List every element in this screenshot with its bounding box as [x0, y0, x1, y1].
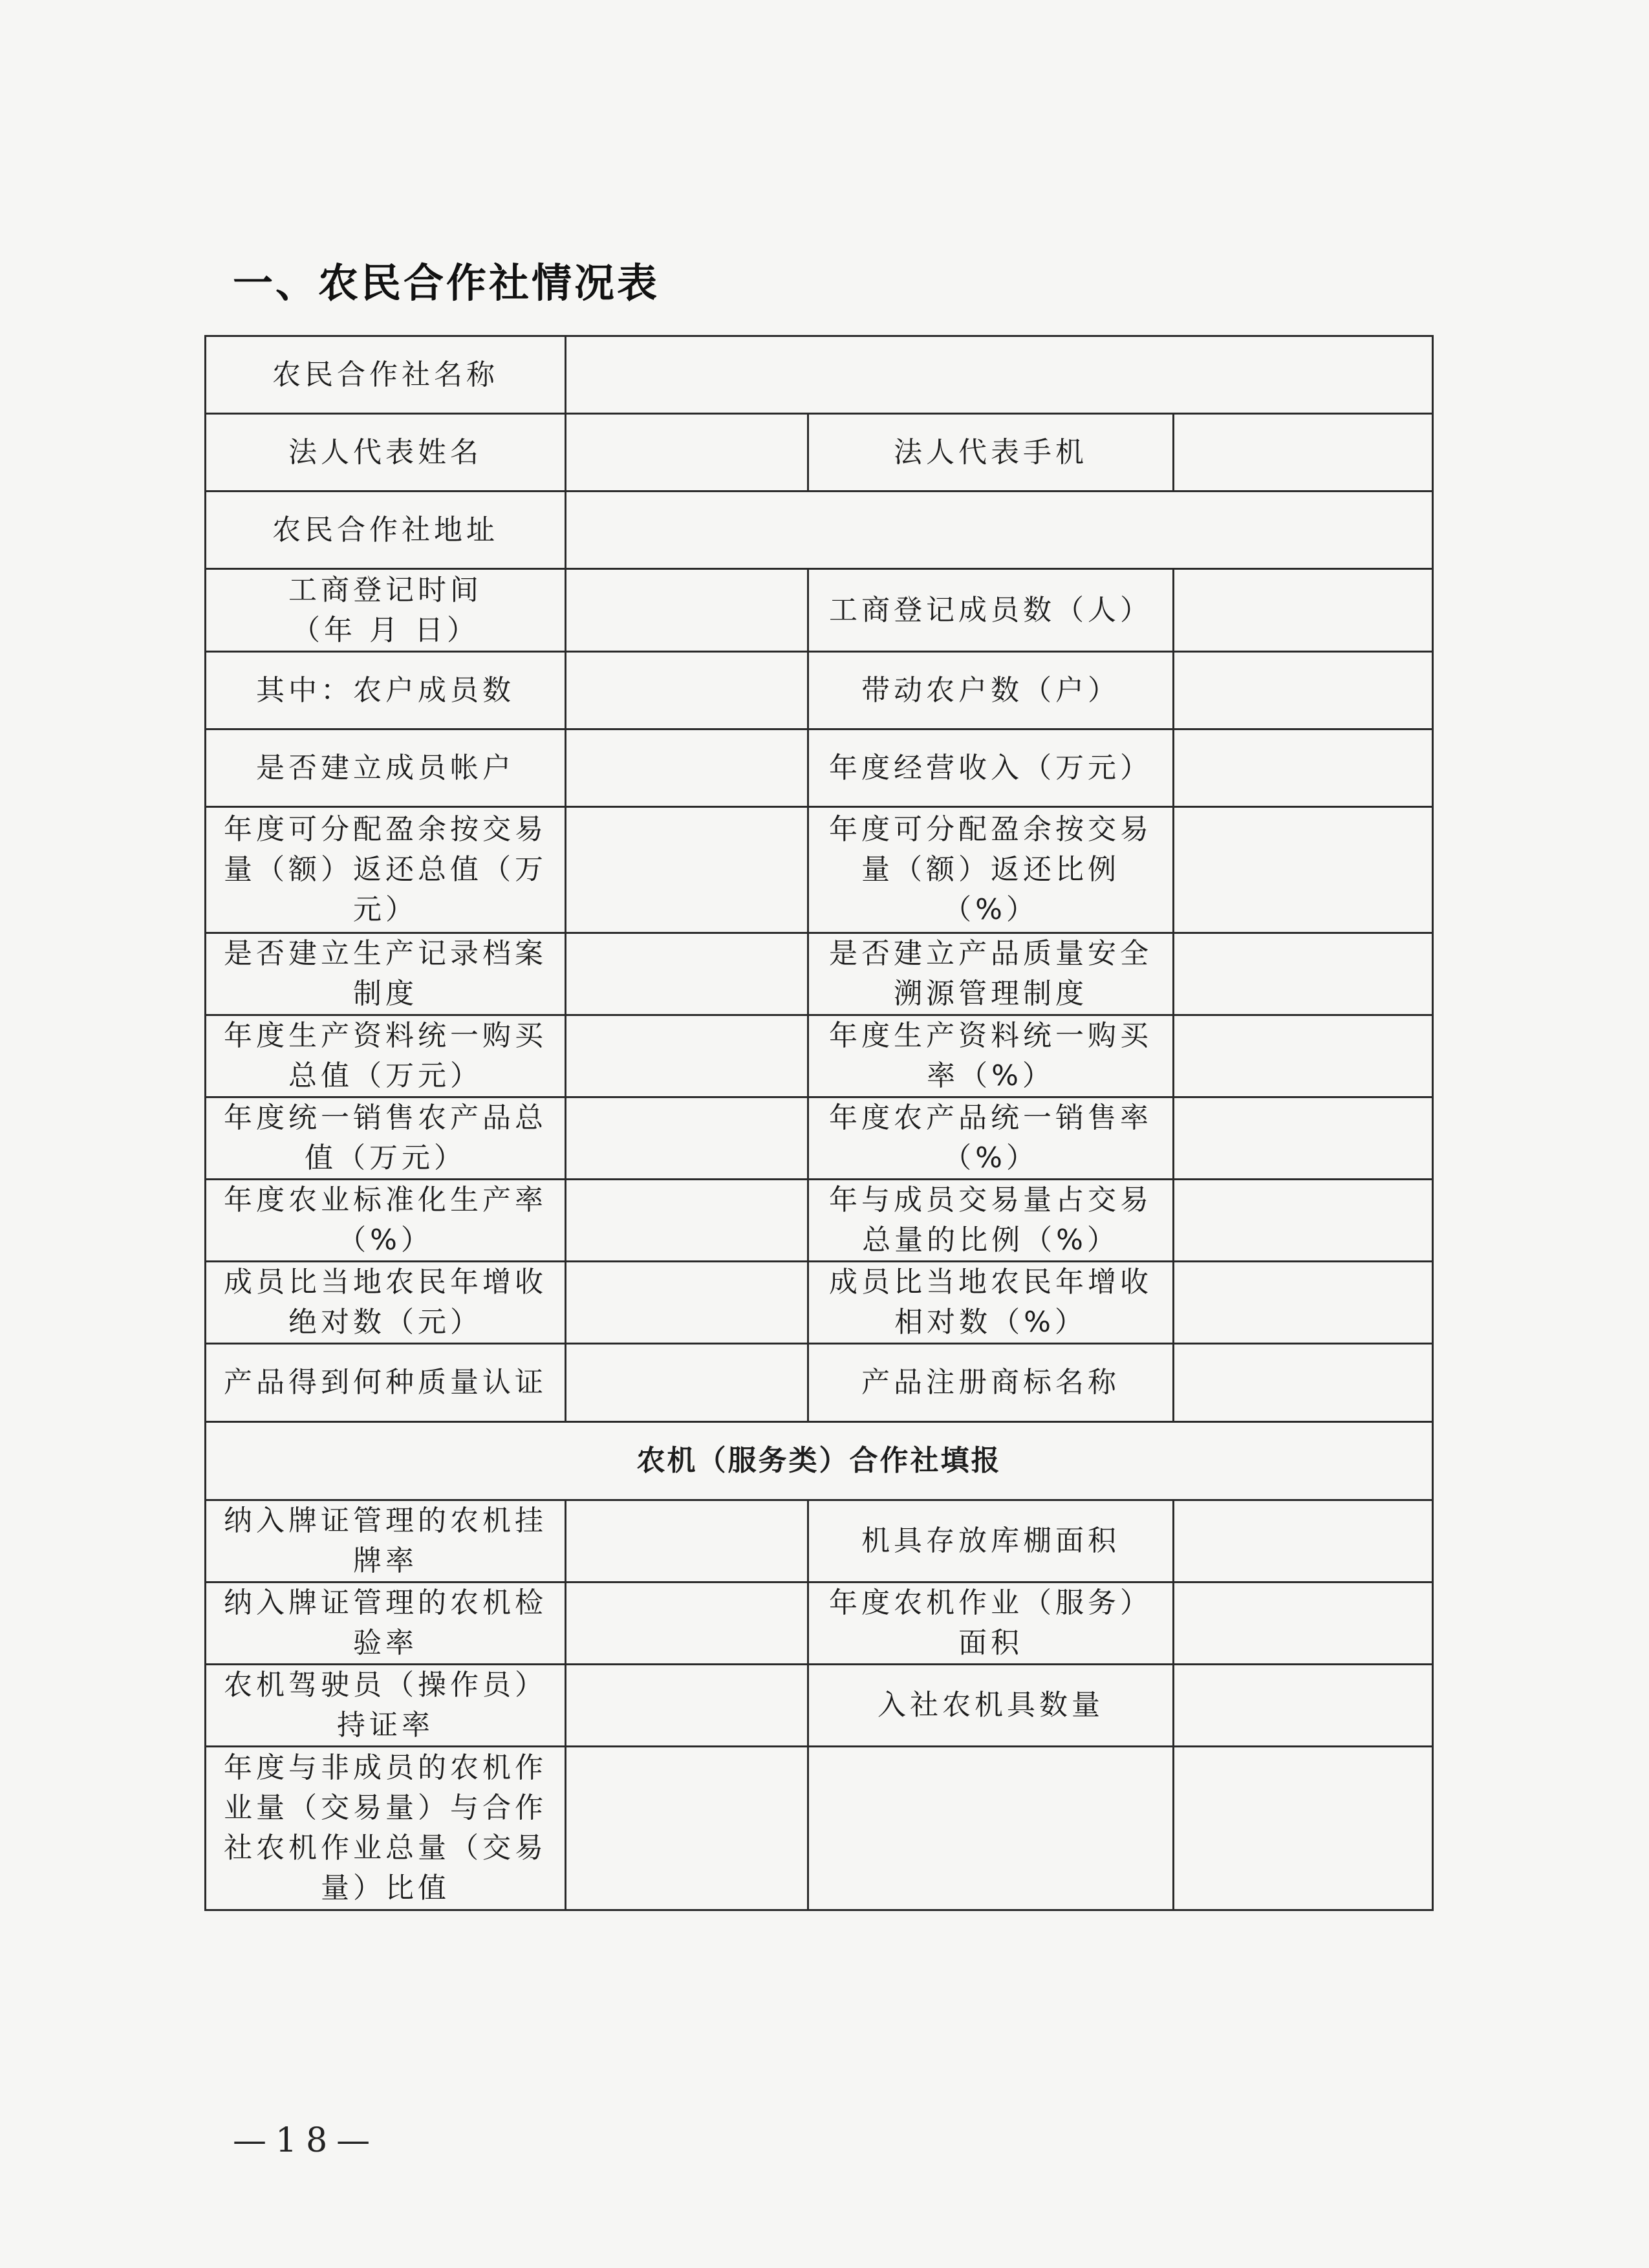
label-machinery-inspection-rate: 纳入牌证管理的农机检验率	[206, 1582, 566, 1665]
value-surplus-return-ratio[interactable]	[1174, 807, 1433, 933]
value-registration-date[interactable]	[566, 569, 808, 652]
value-production-records[interactable]	[566, 933, 808, 1015]
label-trademark-name: 产品注册商标名称	[808, 1344, 1174, 1422]
label-unified-sales-rate: 年度农产品统一销售率（%）	[808, 1097, 1174, 1180]
label-quality-traceability: 是否建立产品质量安全溯源管理制度	[808, 933, 1174, 1015]
value-machinery-count[interactable]	[1174, 1665, 1433, 1747]
section-heading-machinery: 农机（服务类）合作社填报	[206, 1422, 1433, 1500]
value-income-increase-absolute[interactable]	[566, 1262, 808, 1344]
label-production-records: 是否建立生产记录档案制度	[206, 933, 566, 1015]
value-annual-revenue[interactable]	[1174, 729, 1433, 807]
table-row	[206, 1262, 1433, 1344]
table-row	[206, 1180, 1433, 1262]
value-unified-sales-rate[interactable]	[1174, 1097, 1433, 1180]
label-cooperative-name: 农民合作社名称	[206, 336, 566, 414]
value-registered-members[interactable]	[1174, 569, 1433, 652]
table-row	[206, 1747, 1433, 1910]
label-cooperative-address: 农民合作社地址	[206, 491, 566, 569]
label-legal-rep-phone: 法人代表手机	[808, 414, 1174, 491]
table-row	[206, 933, 1433, 1015]
label-registered-members: 工商登记成员数（人）	[808, 569, 1174, 652]
label-driven-households: 带动农户数（户）	[808, 652, 1174, 729]
table-row	[206, 336, 1433, 414]
label-member-accounts: 是否建立成员帐户	[206, 729, 566, 807]
label-service-area: 年度农机作业（服务）面积	[808, 1582, 1174, 1665]
cooperative-info-table	[204, 335, 1434, 1911]
value-legal-rep-phone[interactable]	[1174, 414, 1433, 491]
table-row	[206, 807, 1433, 933]
label-income-increase-absolute: 成员比当地农民年增收绝对数（元）	[206, 1262, 566, 1344]
value-driven-households[interactable]	[1174, 652, 1433, 729]
label-standardized-production-rate: 年度农业标准化生产率（%）	[206, 1180, 566, 1262]
value-income-increase-relative[interactable]	[1174, 1262, 1433, 1344]
value-standardized-production-rate[interactable]	[566, 1180, 808, 1262]
label-surplus-return-ratio: 年度可分配盈余按交易量（额）返还比例（%）	[808, 807, 1174, 933]
value-legal-rep-name[interactable]	[566, 414, 808, 491]
page-title: 一、农民合作社情况表	[233, 259, 660, 307]
label-machinery-count: 入社农机具数量	[808, 1665, 1174, 1747]
value-unified-purchase-total[interactable]	[566, 1015, 808, 1097]
table-row	[206, 1422, 1433, 1500]
table-row	[206, 729, 1433, 807]
table-row	[206, 1582, 1433, 1665]
label-operator-license-rate: 农机驾驶员（操作员）持证率	[206, 1665, 566, 1747]
page-number: —18—	[233, 2121, 380, 2160]
value-surplus-return-total[interactable]	[566, 807, 808, 933]
value-unified-sales-total[interactable]	[566, 1097, 808, 1180]
table-row	[206, 1665, 1433, 1747]
label-farmer-members: 其中：农户成员数	[206, 652, 566, 729]
value-cooperative-address[interactable]	[566, 491, 1433, 569]
label-annual-revenue: 年度经营收入（万元）	[808, 729, 1174, 807]
table-row	[206, 491, 1433, 569]
label-quality-certification: 产品得到何种质量认证	[206, 1344, 566, 1422]
value-storage-shed-area[interactable]	[1174, 1500, 1433, 1582]
label-unified-purchase-rate: 年度生产资料统一购买率（%）	[808, 1015, 1174, 1097]
value-quality-certification[interactable]	[566, 1344, 808, 1422]
label-registration-date: 工商登记时间 （年 月 日）	[206, 569, 566, 652]
blank-cell[interactable]	[1174, 1747, 1433, 1910]
table-row	[206, 652, 1433, 729]
value-member-accounts[interactable]	[566, 729, 808, 807]
label-member-trade-ratio: 年与成员交易量占交易总量的比例（%）	[808, 1180, 1174, 1262]
value-member-trade-ratio[interactable]	[1174, 1180, 1433, 1262]
value-quality-traceability[interactable]	[1174, 933, 1433, 1015]
label-legal-rep-name: 法人代表姓名	[206, 414, 566, 491]
label-income-increase-relative: 成员比当地农民年增收相对数（%）	[808, 1262, 1174, 1344]
label-non-member-work-ratio: 年度与非成员的农机作业量（交易量）与合作社农机作业总量（交易量）比值	[206, 1747, 566, 1910]
table-row	[206, 569, 1433, 652]
table-row	[206, 1500, 1433, 1582]
label-machinery-plate-rate: 纳入牌证管理的农机挂牌率	[206, 1500, 566, 1582]
value-unified-purchase-rate[interactable]	[1174, 1015, 1433, 1097]
value-machinery-inspection-rate[interactable]	[566, 1582, 808, 1665]
table-row	[206, 1344, 1433, 1422]
value-non-member-work-ratio[interactable]	[566, 1747, 808, 1910]
label-storage-shed-area: 机具存放库棚面积	[808, 1500, 1174, 1582]
value-service-area[interactable]	[1174, 1582, 1433, 1665]
table-row	[206, 1015, 1433, 1097]
value-farmer-members[interactable]	[566, 652, 808, 729]
value-machinery-plate-rate[interactable]	[566, 1500, 808, 1582]
label-unified-purchase-total: 年度生产资料统一购买总值（万元）	[206, 1015, 566, 1097]
value-cooperative-name[interactable]	[566, 336, 1433, 414]
blank-cell[interactable]	[808, 1747, 1174, 1910]
table-row	[206, 1097, 1433, 1180]
label-surplus-return-total: 年度可分配盈余按交易量（额）返还总值（万元）	[206, 807, 566, 933]
label-unified-sales-total: 年度统一销售农产品总值（万元）	[206, 1097, 566, 1180]
value-trademark-name[interactable]	[1174, 1344, 1433, 1422]
table-row	[206, 414, 1433, 491]
value-operator-license-rate[interactable]	[566, 1665, 808, 1747]
